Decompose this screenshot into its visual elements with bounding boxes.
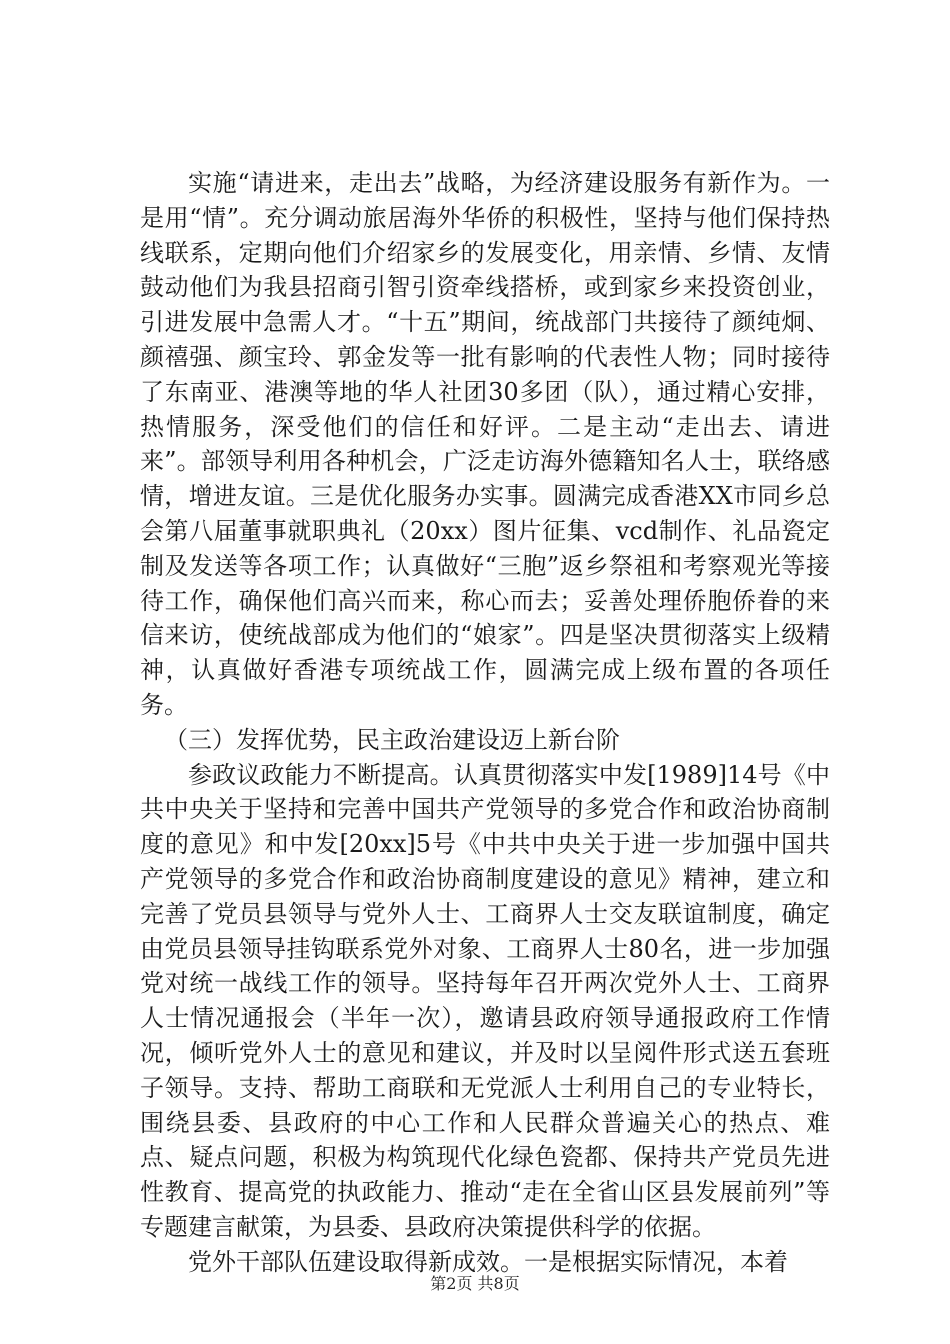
paragraph-cadre-team: 党外干部队伍建设取得新成效。一是根据实际情况，本着 xyxy=(188,1247,788,1276)
paragraph-overseas-work: 实施“请进来，走出去”战略，为经济建设服务有新作为。一是用“情”。充分调动旅居海外华侨的积极性，坚持与他们保持热线联系，定期向他们介绍家乡的发展变化，用亲情、乡情、友情鼓动他们为我县招商引智引资牵线搭桥，或到家乡来投资创业，引进发展中急需人才。“十五”期间，统战部门共接待了颜纯炯、颜禧强、颜宝玲、郭金发等一批有影响的代表性人物；同时接待了东南亚、港澳等地的华人社团30多团（队），通过精心安排，热情服务，深受他们的信任和好评。二是主动“走出去、请进来”。部领导利用各种机会，广泛走访海外德籍知名人士，联络感情，增进友谊。三是优化服务办实事。圆满完成香港XX市同乡总会第八届董事就职典礼（20xx）图片征集、vcd制作、礼品瓷定制及发送等各项工作；认真做好“三胞”返乡祭祖和考察观光等接待工作，确保他们高兴而来，称心而去；妥善处理侨胞侨眷的来信来访，使统战部成为他们的“娘家”。四是坚决贯彻落实上级精神，认真做好香港专项统战工作，圆满完成上级布置的各项任务。 xyxy=(140,169,830,719)
paragraph-political-participation: 参政议政能力不断提高。认真贯彻落实中发[1989]14号《中共中央关于坚持和完善中国共产党领导的多党合作和政治协商制度的意见》和中发[20xx]5号《中共中央关于进一步加强中国共产党领导的多党合作和政治协商制度建设的意见》精神，建立和完善了党员县领导与党外人士、工商界人士交友联谊制度，确定由党员县领导挂钩联系党外对象、工商界人士80名，进一步加强党对统一战线工作的领导。坚持每年召开两次党外人士、工商界人士情况通报会（半年一次），邀请县政府领导通报政府工作情况，倾听党外人士的意见和建议，并及时以呈阅件形式送五套班子领导。支持、帮助工商联和无党派人士利用自己的专业特长，围绕县委、县政府的中心工作和人民群众普遍关心的热点、难点、疑点问题，积极为构筑现代化绿色瓷都、保持共产党员先进性教育、提高党的执政能力、推动“走在全省山区县发展前列”等专题建言献策，为县委、县政府决策提供科学的依据。 xyxy=(140,760,830,1241)
page-number-footer: 第2页 共8页 xyxy=(430,1274,520,1293)
section-heading: （三）发挥优势，民主政治建设迈上新台阶 xyxy=(164,725,620,754)
document-body xyxy=(140,166,830,1280)
